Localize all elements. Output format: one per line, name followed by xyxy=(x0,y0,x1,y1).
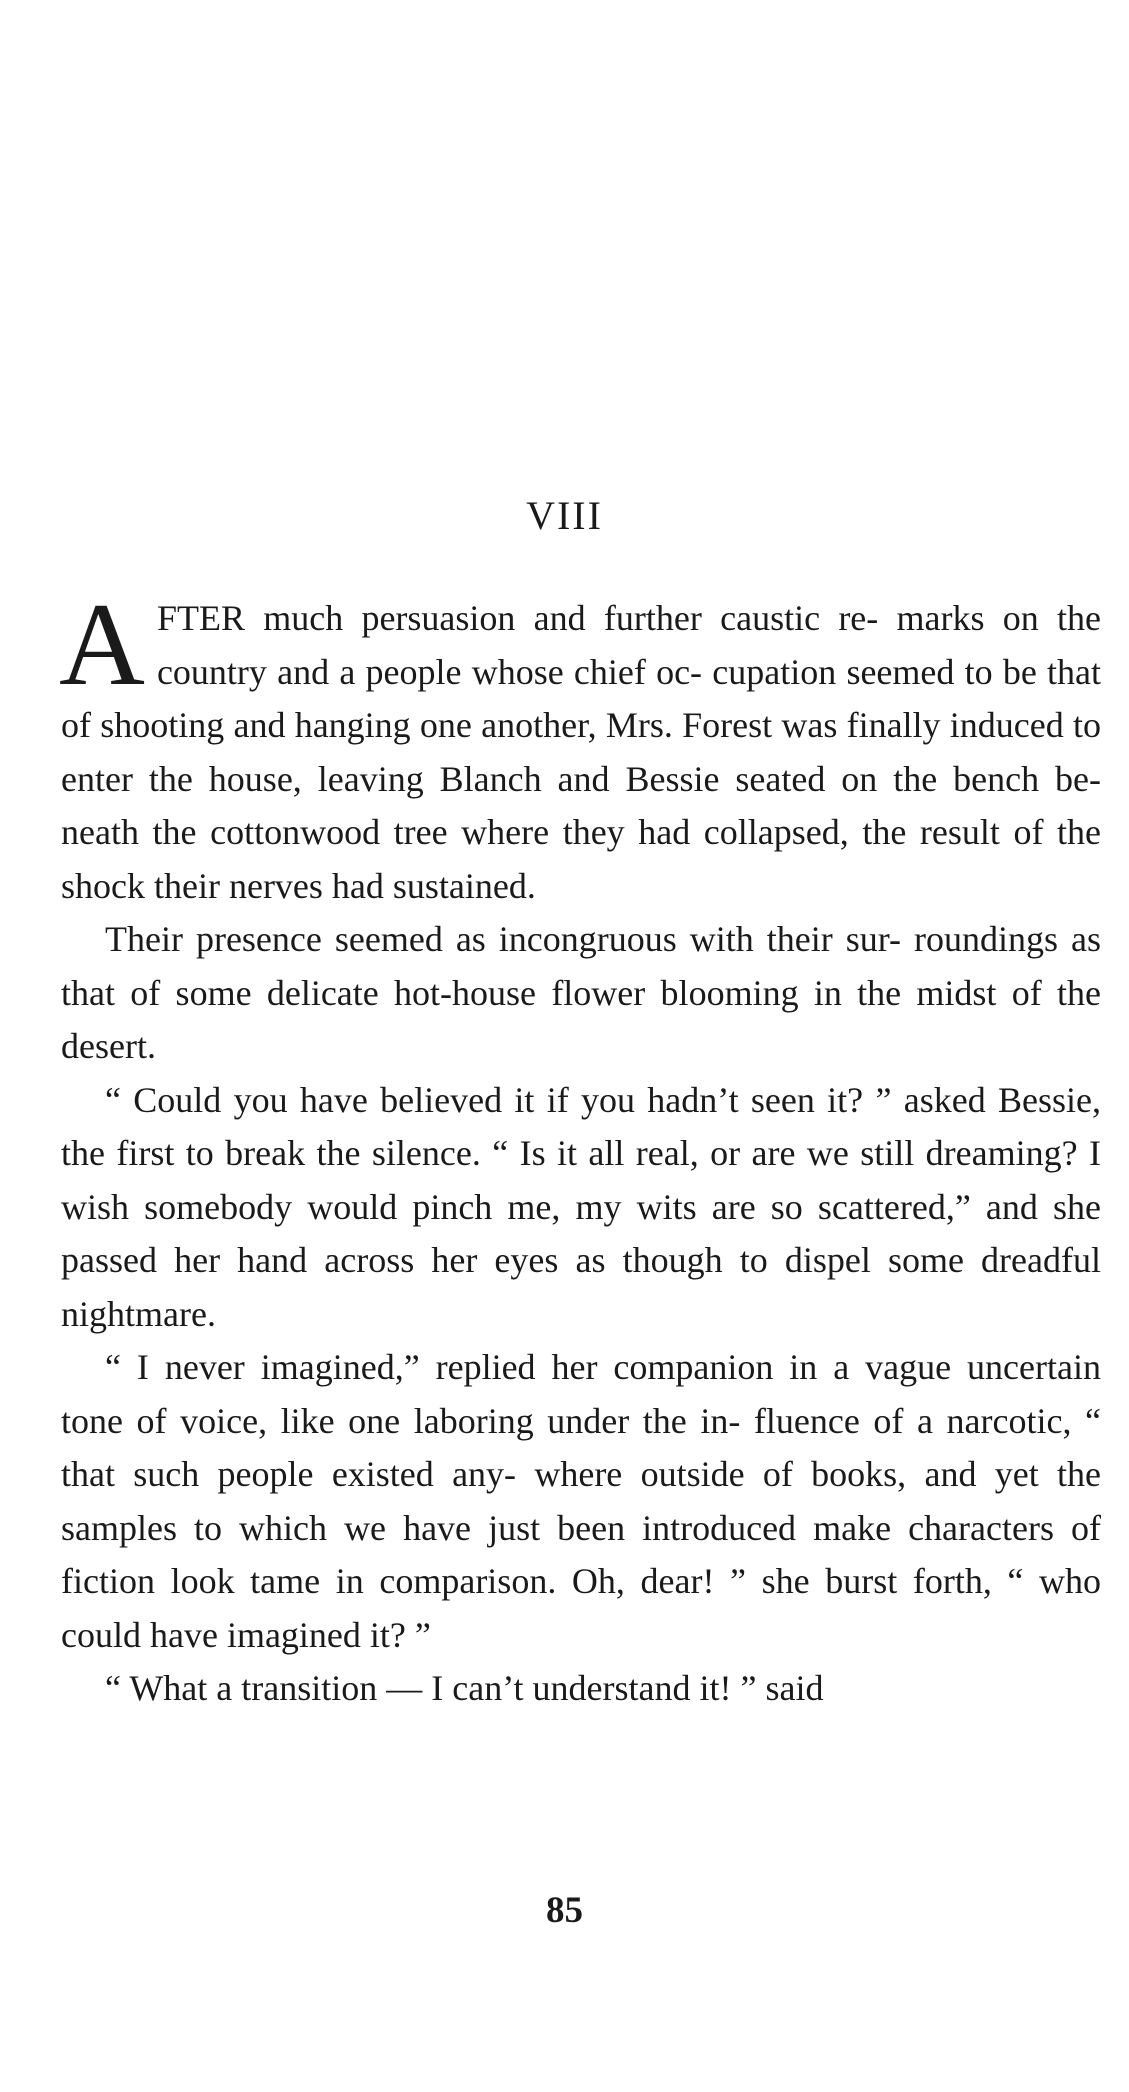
paragraph-1-text: FTER much persuasion and further caustic re- marks on the country and a people whose chief oc- cupation seemed to be that of shooting and hanging one another, Mrs. Forest was finally induced to enter the house, leaving Blanch and Bessie seated on the bench be- neath the cottonwood tree where they had collapsed, the result of the shock their nerves had sustained. xyxy=(61,598,1101,906)
paragraph-5: “ What a transition — I can’t understand it! ” said xyxy=(105,1668,824,1708)
drop-cap-letter: A xyxy=(59,578,145,710)
chapter-heading: VIII xyxy=(526,493,603,538)
page-number: 85 xyxy=(546,1890,583,1931)
paragraph-4: “ I never imagined,” replied her companion in a vague uncertain tone of voice, like one laboring under the in- fluence of a narcotic, “ that such people existed any- where outside of books, and yet the samples to which we have just been introduced make characters of fiction look tame in comparison. Oh, dear! ” she burst forth, “ who could have imagined it? ” xyxy=(61,1347,1101,1655)
body-text xyxy=(59,578,1101,1716)
paragraph-2: Their presence seemed as incongruous with their sur- roundings as that of some delicate hot-house flower blooming in the midst of the desert. xyxy=(61,919,1101,1066)
paragraph-1 xyxy=(59,578,1101,913)
paragraph-3: “ Could you have believed it if you hadn’t seen it? ” asked Bessie, the first to break the silence. “ Is it all real, or are we still dreaming? I wish somebody would pinch me, my wits are so scattered,” and she passed her hand across her eyes as though to dispel some dreadful nightmare. xyxy=(61,1079,1101,1334)
